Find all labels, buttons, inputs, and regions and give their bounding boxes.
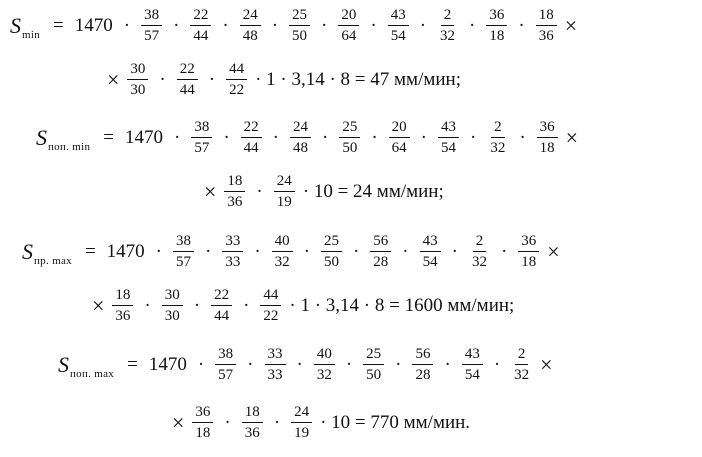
fraction xyxy=(511,345,532,384)
dot-operator: · xyxy=(518,14,525,36)
fraction xyxy=(265,345,286,384)
fraction-numerator: 2 xyxy=(515,345,529,365)
fraction-denominator: 33 xyxy=(267,367,283,383)
dot-operator: · xyxy=(243,294,250,316)
result-text: · 10 = 770 мм/мин. xyxy=(320,411,471,433)
fraction xyxy=(241,118,262,157)
dot-operator: · xyxy=(493,353,501,375)
fraction-denominator: 36 xyxy=(227,194,243,210)
dot-operator: · xyxy=(193,294,201,316)
dot-operator: · xyxy=(402,240,409,262)
fraction-numerator: 44 xyxy=(226,60,247,80)
dot-operator: · xyxy=(303,240,310,262)
fraction-numerator: 30 xyxy=(162,286,183,306)
fraction-numerator: 43 xyxy=(462,345,483,365)
dot-operator: · xyxy=(371,126,378,148)
fraction-numerator: 44 xyxy=(260,286,281,306)
fraction-denominator: 57 xyxy=(218,367,234,383)
fraction xyxy=(487,118,508,157)
fraction-numerator: 36 xyxy=(518,232,539,252)
fraction-numerator: 38 xyxy=(215,345,236,365)
dot-operator: · xyxy=(370,14,377,36)
fraction xyxy=(420,232,441,271)
formula-4-line-2 xyxy=(168,403,474,442)
dot-operator: · xyxy=(155,240,162,262)
fraction xyxy=(389,118,410,157)
fraction-denominator: 57 xyxy=(194,140,210,156)
formula-subscript: поп. min xyxy=(48,140,91,153)
dot-operator: · xyxy=(123,14,131,36)
formula-4-line-1 xyxy=(58,345,557,384)
equals-sign: = xyxy=(127,353,138,375)
dot-operator: · xyxy=(322,126,329,148)
fraction-denominator: 44 xyxy=(193,28,209,44)
fraction xyxy=(222,232,243,271)
fraction-denominator: 50 xyxy=(323,254,339,270)
fraction-numerator: 2 xyxy=(473,232,487,252)
fraction xyxy=(289,6,310,45)
fraction-numerator: 22 xyxy=(211,286,232,306)
fraction-numerator: 33 xyxy=(265,345,286,365)
fraction-numerator: 18 xyxy=(224,172,245,192)
dot-operator: · xyxy=(395,353,402,375)
fraction-denominator: 57 xyxy=(175,254,191,270)
fraction-denominator: 54 xyxy=(464,367,480,383)
fraction-numerator: 40 xyxy=(272,232,293,252)
dot-operator: · xyxy=(273,411,281,433)
fraction xyxy=(173,232,194,271)
formula-symbol: S xyxy=(22,238,33,264)
fraction-denominator: 44 xyxy=(243,140,259,156)
fraction xyxy=(190,6,211,45)
fraction-numerator: 36 xyxy=(486,6,507,26)
dot-operator: · xyxy=(254,240,261,262)
fraction xyxy=(537,118,558,157)
fraction-denominator: 32 xyxy=(490,140,506,156)
dot-operator: · xyxy=(519,126,526,148)
fraction-numerator: 36 xyxy=(537,118,558,138)
fraction xyxy=(314,345,335,384)
fraction-numerator: 38 xyxy=(191,118,212,138)
fraction-denominator: 57 xyxy=(144,28,160,44)
fraction-numerator: 43 xyxy=(420,232,441,252)
fraction-denominator: 33 xyxy=(225,254,241,270)
formula-lhs xyxy=(36,125,90,151)
dot-operator: · xyxy=(420,126,427,148)
fraction xyxy=(518,232,539,271)
times-sign: × xyxy=(172,409,185,435)
fraction xyxy=(127,60,148,99)
fraction-denominator: 44 xyxy=(179,82,195,98)
fraction xyxy=(177,60,198,99)
fraction xyxy=(192,403,213,442)
times-sign: × xyxy=(92,292,105,318)
fraction-denominator: 36 xyxy=(244,425,260,441)
fraction-denominator: 18 xyxy=(195,425,211,441)
fraction xyxy=(412,345,433,384)
formula-3-line-1 xyxy=(22,232,564,271)
fraction-denominator: 50 xyxy=(366,367,382,383)
fraction-denominator: 30 xyxy=(164,308,180,324)
fraction xyxy=(215,345,236,384)
fraction xyxy=(469,232,490,271)
fraction xyxy=(339,118,360,157)
fraction-denominator: 48 xyxy=(293,140,308,156)
fraction xyxy=(291,403,312,442)
fraction xyxy=(260,286,281,325)
equals-sign: = xyxy=(103,126,115,148)
formula-lhs xyxy=(10,13,40,39)
dot-operator: · xyxy=(247,353,254,375)
fraction xyxy=(224,172,245,211)
formula-subscript: пр. max xyxy=(34,254,72,267)
result-text: · 1 · 3,14 · 8 = 47 мм/мин; xyxy=(255,68,461,90)
formula-subscript: min xyxy=(22,28,41,41)
dot-operator: · xyxy=(208,68,216,90)
fraction-numerator: 20 xyxy=(338,6,359,26)
fraction-numerator: 25 xyxy=(321,232,342,252)
fraction-numerator: 38 xyxy=(173,232,194,252)
dot-operator: · xyxy=(500,240,508,262)
dot-operator: · xyxy=(224,411,231,433)
formula-3-line-2 xyxy=(88,286,518,325)
fraction-numerator: 24 xyxy=(240,6,261,26)
lead-constant: 1470 xyxy=(106,240,145,262)
dot-operator: · xyxy=(419,14,427,36)
dot-operator: · xyxy=(204,240,212,262)
fraction xyxy=(486,6,507,45)
fraction-numerator: 56 xyxy=(370,232,391,252)
dot-operator: · xyxy=(352,240,360,262)
fraction-denominator: 30 xyxy=(130,82,146,98)
fraction-numerator: 56 xyxy=(412,345,433,365)
dot-operator: · xyxy=(173,14,180,36)
fraction-denominator: 50 xyxy=(342,140,358,156)
fraction-denominator: 44 xyxy=(214,308,230,324)
fraction-numerator: 18 xyxy=(112,286,133,306)
fraction xyxy=(462,345,483,384)
fraction-numerator: 18 xyxy=(242,403,263,423)
fraction xyxy=(242,403,263,442)
fraction-numerator: 22 xyxy=(190,6,211,26)
dot-operator: · xyxy=(222,14,229,36)
fraction-denominator: 19 xyxy=(276,194,292,210)
fraction-numerator: 2 xyxy=(441,6,455,26)
fraction-denominator: 64 xyxy=(341,28,357,44)
fraction xyxy=(226,60,247,99)
fraction xyxy=(338,6,359,45)
dot-operator: · xyxy=(144,294,151,316)
formula-subscript: поп. max xyxy=(70,367,115,380)
times-sign: × xyxy=(547,238,560,264)
fraction-numerator: 43 xyxy=(438,118,459,138)
lead-constant: 1470 xyxy=(125,126,164,148)
fraction-denominator: 22 xyxy=(263,308,279,324)
formula-symbol: S xyxy=(10,12,21,38)
dot-operator: · xyxy=(174,126,181,148)
fraction-numerator: 43 xyxy=(388,6,409,26)
fraction xyxy=(437,6,458,45)
fraction-denominator: 36 xyxy=(115,308,131,324)
fraction-denominator: 48 xyxy=(242,28,258,44)
fraction xyxy=(321,232,342,271)
dot-operator: · xyxy=(469,14,476,36)
fraction-denominator: 18 xyxy=(521,254,537,270)
dot-operator: · xyxy=(345,353,353,375)
fraction-denominator: 22 xyxy=(229,82,245,98)
lead-constant: 1470 xyxy=(74,14,113,36)
fraction xyxy=(290,118,311,157)
result-text: · 1 · 3,14 · 8 = 1600 мм/мин; xyxy=(289,294,515,316)
dot-operator: · xyxy=(444,353,451,375)
dot-operator: · xyxy=(223,126,230,148)
formula-lhs xyxy=(22,239,72,265)
times-sign: × xyxy=(565,124,579,150)
fraction-numerator: 22 xyxy=(177,60,198,80)
fraction-numerator: 25 xyxy=(363,345,384,365)
fraction xyxy=(112,286,133,325)
fraction-numerator: 40 xyxy=(314,345,335,365)
dot-operator: · xyxy=(271,14,279,36)
formula-symbol: S xyxy=(58,351,69,377)
formula-2-line-2 xyxy=(200,172,448,211)
equals-sign: = xyxy=(53,14,64,36)
fraction-denominator: 32 xyxy=(471,254,487,270)
fraction-numerator: 24 xyxy=(274,172,295,192)
fraction xyxy=(211,286,232,325)
fraction-denominator: 19 xyxy=(294,425,310,441)
fraction-denominator: 28 xyxy=(373,254,389,270)
fraction xyxy=(388,6,409,45)
fraction-numerator: 22 xyxy=(241,118,262,138)
fraction-denominator: 28 xyxy=(415,367,431,383)
fraction-denominator: 18 xyxy=(489,28,505,44)
fraction-denominator: 50 xyxy=(292,28,308,44)
fraction-numerator: 24 xyxy=(290,118,311,138)
times-sign: × xyxy=(564,12,578,38)
fraction xyxy=(536,6,557,45)
fraction xyxy=(274,172,295,211)
fraction xyxy=(240,6,261,45)
fraction-numerator: 33 xyxy=(222,232,243,252)
dot-operator: · xyxy=(272,126,279,148)
formula-lhs xyxy=(58,352,114,378)
dot-operator: · xyxy=(321,14,328,36)
fraction xyxy=(363,345,384,384)
fraction-denominator: 36 xyxy=(538,28,554,44)
times-sign: × xyxy=(107,66,120,92)
fraction-denominator: 54 xyxy=(440,140,456,156)
fraction-numerator: 20 xyxy=(389,118,410,138)
dot-operator: · xyxy=(197,353,205,375)
formula-1-line-1 xyxy=(10,6,581,45)
fraction-denominator: 32 xyxy=(316,367,332,383)
fraction-numerator: 36 xyxy=(192,403,213,423)
fraction-numerator: 25 xyxy=(289,6,310,26)
fraction-denominator: 18 xyxy=(539,140,555,156)
fraction-denominator: 64 xyxy=(391,140,407,156)
fraction-numerator: 25 xyxy=(339,118,360,138)
fraction xyxy=(141,6,162,45)
fraction-denominator: 54 xyxy=(390,28,406,44)
times-sign: × xyxy=(204,178,217,204)
dot-operator: · xyxy=(159,68,166,90)
fraction xyxy=(370,232,391,271)
lead-constant: 1470 xyxy=(148,353,187,375)
dot-operator: · xyxy=(296,353,303,375)
fraction xyxy=(191,118,212,157)
fraction-denominator: 32 xyxy=(440,28,456,44)
dot-operator: · xyxy=(451,240,458,262)
fraction-numerator: 38 xyxy=(141,6,162,26)
fraction-denominator: 32 xyxy=(514,367,530,383)
fraction xyxy=(162,286,183,325)
result-text: · 10 = 24 мм/мин; xyxy=(302,180,444,202)
formula-2-line-1 xyxy=(36,118,582,157)
fraction-denominator: 54 xyxy=(422,254,438,270)
dot-operator: · xyxy=(256,180,263,202)
fraction-numerator: 18 xyxy=(536,6,557,26)
fraction-denominator: 32 xyxy=(274,254,290,270)
times-sign: × xyxy=(540,351,553,377)
fraction-numerator: 24 xyxy=(291,403,312,423)
dot-operator: · xyxy=(469,126,477,148)
formula-symbol: S xyxy=(36,124,47,150)
fraction-numerator: 30 xyxy=(127,60,148,80)
fraction-numerator: 2 xyxy=(491,118,505,138)
fraction xyxy=(438,118,459,157)
formula-1-line-2 xyxy=(103,60,465,99)
equals-sign: = xyxy=(84,240,96,262)
fraction xyxy=(272,232,293,271)
